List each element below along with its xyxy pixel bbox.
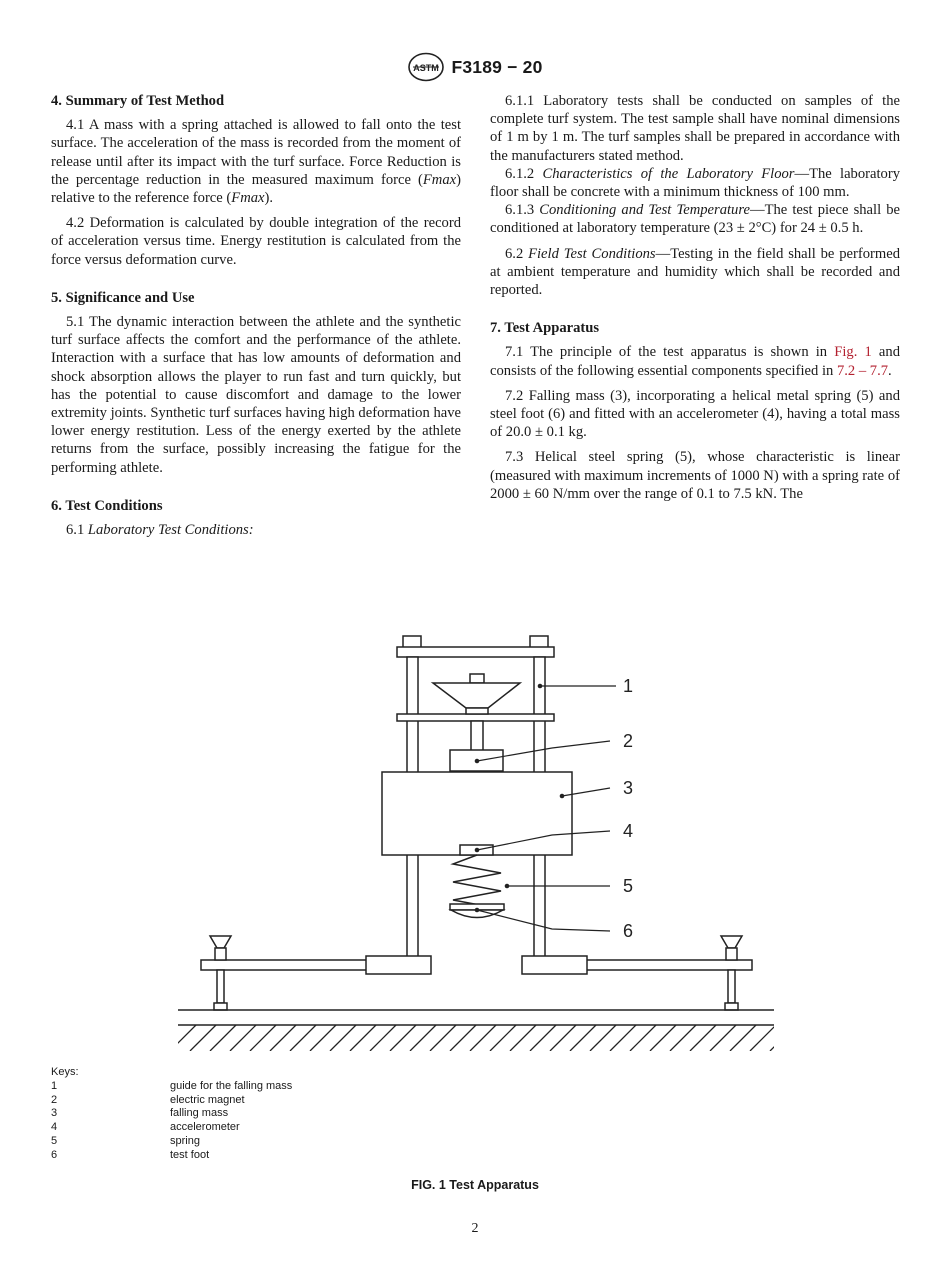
section-7-7-link[interactable]: 7.7	[869, 362, 889, 379]
magnet-shaft	[471, 721, 483, 751]
leveling-knob-right	[721, 936, 742, 948]
leveling-stem-right	[728, 970, 735, 1003]
leveling-knob-left	[210, 936, 231, 948]
leveling-foot-right	[725, 1003, 738, 1010]
top-crossbar	[397, 647, 554, 657]
top-bolt-left	[403, 636, 421, 648]
funnel-neck	[466, 708, 488, 714]
section-6-title: 6. Test Conditions	[51, 497, 163, 514]
key-row: 4 accelerometer	[51, 1121, 240, 1134]
left-column	[51, 92, 461, 539]
paragraph-7-1: 7.1 The principle of the test apparatus is shown in Fig. 1 and consists of the following essential components specified in 7.2 – 7.7.	[490, 344, 900, 379]
paragraph-6-1-2: 6.1.2 Characteristics of the Laboratory Floor—The laboratory floor shall be concrete with a minimum thickness of 100 mm.	[490, 165, 900, 201]
base-bar-left	[201, 960, 367, 970]
figure-keys	[51, 1066, 292, 1163]
paragraph-5-1: 5.1 The dynamic interaction between the athlete and the synthetic turf surface affects the comfort and the performance of the athlete. Interaction with a surface that has low amounts of deformation and shock absorption allows the player to run fast and turn quickly, but has the potential to cause discomfort and damage to the lower extremity joints. Synthetic turf surfaces having high deformation have lower energy restitution. Less of the energy exerted by the athlete returns from the surface, possibly increasing the fatigue for the performing athlete.	[51, 314, 461, 476]
spring	[453, 855, 501, 911]
falling-mass	[382, 772, 572, 855]
section-7-2-link[interactable]: 7.2	[836, 362, 856, 379]
leveling-stem-top-left	[215, 948, 226, 960]
section-4-title: 4. Summary of Test Method	[51, 93, 225, 109]
key-row: 5 spring	[51, 1134, 200, 1147]
paragraph-6-2: 6.2 Field Test Conditions—Testing in the field shall be performed at ambient temperature and humidity which shall be recorded and reported.	[490, 245, 900, 299]
section-7-title: 7. Test Apparatus	[490, 320, 600, 337]
top-bolt-right	[530, 636, 548, 648]
paragraph-4-2: 4.2 Deformation is calculated by double integration of the record of acceleration versus time. Energy restitution is calculated from the force versus deformation curve.	[51, 215, 461, 268]
paragraph-6-1-3: 6.1.3 Conditioning and Test Temperature—The test piece shall be conditioned at laboratory temperature (23 ± 2°C) for 24 ± 0.5 h.	[490, 202, 900, 237]
callout-3: 3	[623, 778, 634, 798]
figure-1-link[interactable]: Fig. 1	[834, 344, 872, 361]
paragraph-4-1: 4.1 A mass with a spring attached is allowed to fall onto the test surface. The acceleration of the mass is recorded from the moment of release until after its impact with the turf surface. Force Reduction is the percentage reduction in the measured maximum force (Fmax) relative to the reference force (Fmax).	[51, 117, 461, 207]
floor	[170, 1010, 785, 1051]
key-row: 2 electric magnet	[51, 1093, 245, 1106]
figure-caption: FIG. 1 Test Apparatus	[411, 1178, 539, 1192]
base-block-left	[366, 956, 431, 974]
paragraph-7-2: 7.2 Falling mass (3), incorporating a helical metal spring (5) and steel foot (6) and fitted with an accelerometer (4), having a total mass of 20.0 ± 0.1 kg.	[490, 387, 900, 441]
paragraph-7-3: 7.3 Helical steel spring (5), whose characteristic is linear (measured with maximum increments of 1000 N) with a spring rate of 2000 ± 60 N/mm over the range of 0.1 to 7.5 kN. The	[490, 449, 900, 502]
funnel	[433, 683, 520, 708]
astm-logo-icon	[407, 52, 445, 82]
key-row: 3 falling mass	[51, 1107, 229, 1120]
callout-1: 1	[623, 676, 634, 696]
paragraph-6-1-1: 6.1.1 Laboratory tests shall be conducted on samples of the complete turf system. The test sample shall have nominal dimensions of 1 m by 1 m. The turf samples shall be prepared in accordance with the manufacturers stated method.	[490, 93, 900, 164]
section-5-title: 5. Significance and Use	[51, 289, 195, 306]
astm-logo-text: ASTM	[413, 63, 440, 73]
funnel-cap	[470, 674, 484, 683]
middle-crossbar	[397, 714, 554, 721]
leveling-stem-top-right	[726, 948, 737, 960]
document-code: F3189 − 20	[451, 56, 543, 77]
page-number: 2	[471, 1221, 479, 1236]
keys-title: Keys:	[51, 1066, 79, 1078]
paragraph-6-1: 6.1 Laboratory Test Conditions:	[66, 522, 254, 539]
page-header	[0, 52, 950, 82]
base-bar-right	[584, 960, 752, 970]
right-column	[490, 92, 900, 503]
test-apparatus-figure	[170, 628, 785, 1058]
callout-2: 2	[623, 731, 634, 751]
key-row: 6 test foot	[51, 1148, 210, 1161]
callout-5: 5	[623, 876, 634, 896]
key-row: 1 guide for the falling mass	[51, 1079, 293, 1092]
callout-4: 4	[623, 821, 634, 841]
leveling-stem-left	[217, 970, 224, 1003]
callout-6: 6	[623, 921, 634, 941]
base-block-right	[522, 956, 587, 974]
leveling-foot-left	[214, 1003, 227, 1010]
